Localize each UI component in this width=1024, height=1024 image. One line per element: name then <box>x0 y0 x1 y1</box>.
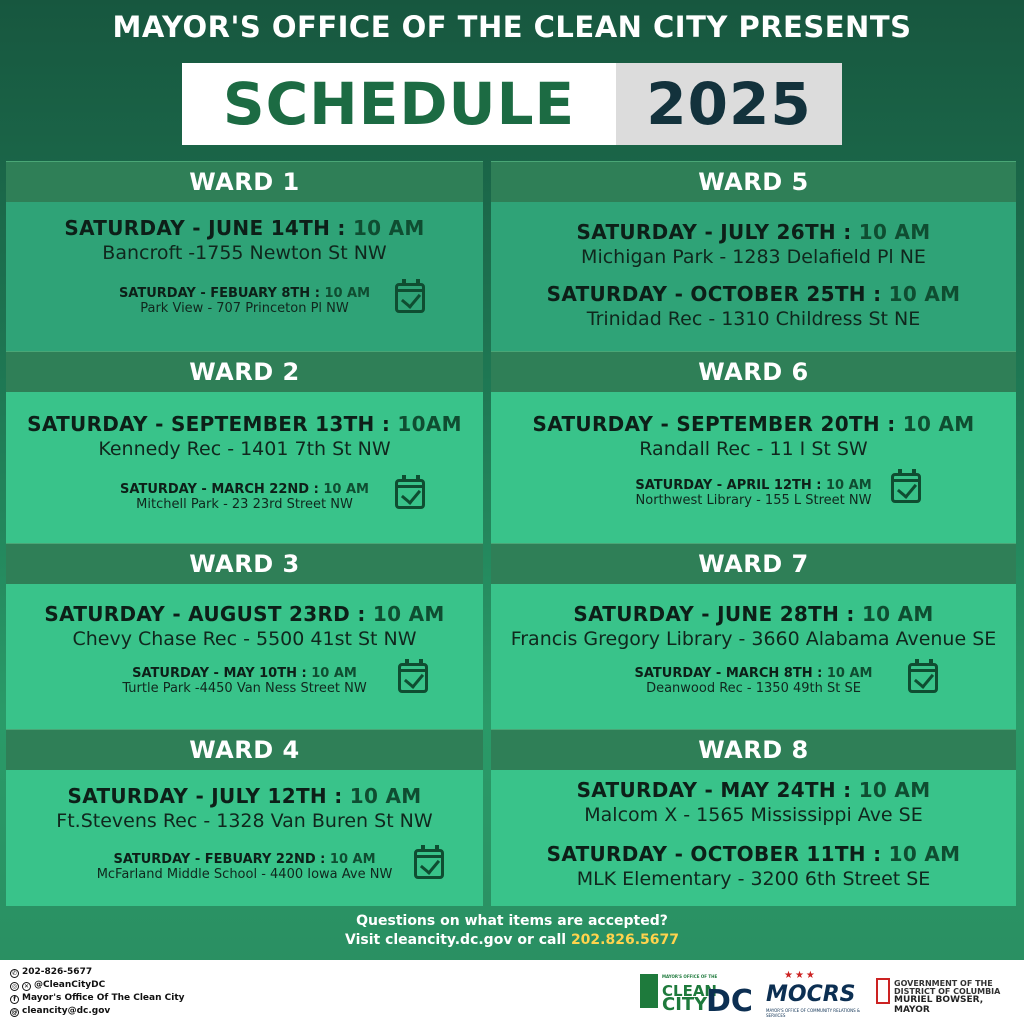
event-date: SATURDAY - FEBUARY 8TH : 10 AM <box>118 286 371 301</box>
ward-7-body <box>491 584 1016 729</box>
event-location: Bancroft -1755 Newton St NW <box>102 242 387 264</box>
presenter-line: MAYOR'S OFFICE OF THE CLEAN CITY PRESENTS <box>112 10 912 44</box>
event-location: Randall Rec - 11 I St SW <box>639 438 868 460</box>
ward-8-body <box>491 770 1016 906</box>
phone-icon: ✆ <box>11 970 18 977</box>
calendar-check-icon <box>908 663 938 693</box>
event-date: SATURDAY - JUNE 28TH : 10 AM <box>573 602 934 626</box>
ward-2-header: WARD 2 <box>6 351 483 392</box>
left-column <box>6 161 483 906</box>
event-location: Trinidad Rec - 1310 Childress St NE <box>586 308 921 330</box>
event-date: SATURDAY - SEPTEMBER 13TH : 10AM <box>27 412 462 436</box>
clean-city-dc-logo: MAYOR'S OFFICE OF THE CLEAN CITY DC <box>640 970 748 1016</box>
house-icon <box>640 974 658 1008</box>
calendar-check-icon <box>891 473 921 503</box>
dc-flag-icon <box>876 978 890 1004</box>
dc-government-logo: GOVERNMENT OF THE DISTRICT OF COLUMBIA MURIEL BOWSER, MAYOR <box>876 970 1016 1016</box>
ward-6-body <box>491 392 1016 543</box>
event-location: Kennedy Rec - 1401 7th St NW <box>98 438 391 460</box>
contact-facebook[interactable]: f Mayor's Office Of The Clean City <box>10 992 185 1005</box>
footer-question <box>0 912 1024 950</box>
footer-phone[interactable]: 202.826.5677 <box>570 932 679 948</box>
event-location: Mitchell Park - 23 23rd Street NW <box>136 497 353 512</box>
ward-2-body <box>6 392 483 543</box>
event-date: SATURDAY - MAY 24TH : 10 AM <box>576 778 931 802</box>
ward-1-body <box>6 202 483 351</box>
event-location: Park View - 707 Princeton Pl NW <box>140 301 349 316</box>
event-location: Ft.Stevens Rec - 1328 Van Buren St NW <box>56 810 433 832</box>
event-date: SATURDAY - OCTOBER 11TH : 10 AM <box>546 842 961 866</box>
calendar-check-icon <box>398 663 428 693</box>
event-date: SATURDAY - FEBUARY 22ND : 10 AM <box>113 852 376 867</box>
event-location: MLK Elementary - 3200 6th Street SE <box>576 868 931 890</box>
ward-7-header: WARD 7 <box>491 543 1016 584</box>
ward-5-body <box>491 202 1016 351</box>
event-date: SATURDAY - JUNE 14TH : 10 AM <box>64 216 425 240</box>
ward-3-header: WARD 3 <box>6 543 483 584</box>
ward-3-body <box>6 584 483 729</box>
event-date: SATURDAY - OCTOBER 25TH : 10 AM <box>546 282 961 306</box>
event-date: SATURDAY - MAY 10TH : 10 AM <box>132 666 357 681</box>
ward-6-header: WARD 6 <box>491 351 1016 392</box>
title-year: 2025 <box>616 63 842 145</box>
event-date: SATURDAY - MARCH 22ND : 10 AM <box>120 482 369 497</box>
facebook-icon: f <box>10 995 19 1004</box>
event-location: Malcom X - 1565 Mississippi Ave SE <box>584 804 923 826</box>
title-banner <box>182 63 842 145</box>
calendar-check-icon <box>395 283 425 313</box>
event-location: Michigan Park - 1283 Delafield Pl NE <box>581 246 926 268</box>
email-icon: @ <box>11 1009 18 1016</box>
mocrs-logo: ★★★ MOCRS MAYOR'S OFFICE OF COMMUNITY RELATIONS & SERVICES <box>766 970 861 1018</box>
ward-4-header: WARD 4 <box>6 729 483 770</box>
instagram-icon: ◎ <box>11 983 18 990</box>
event-location: Turtle Park -4450 Van Ness Street NW <box>122 681 367 696</box>
ward-1-header: WARD 1 <box>6 161 483 202</box>
event-location: Chevy Chase Rec - 5500 41st St NW <box>72 628 417 650</box>
ward-5-header: WARD 5 <box>491 161 1016 202</box>
title-word: SCHEDULE <box>182 63 616 145</box>
ward-8-header: WARD 8 <box>491 729 1016 770</box>
event-location: Deanwood Rec - 1350 49th St SE <box>646 681 861 696</box>
event-date: SATURDAY - AUGUST 23RD : 10 AM <box>44 602 445 626</box>
event-date: SATURDAY - JULY 26TH : 10 AM <box>576 220 931 244</box>
event-date: SATURDAY - SEPTEMBER 20TH : 10 AM <box>532 412 975 436</box>
contact-social[interactable]: ◎ ✕ @CleanCityDC <box>11 980 106 990</box>
event-date: SATURDAY - JULY 12TH : 10 AM <box>67 784 422 808</box>
ward-4-body <box>6 770 483 906</box>
contact-phone[interactable]: ✆ 202-826-5677 <box>11 967 93 977</box>
event-date: SATURDAY - MARCH 8TH : 10 AM <box>634 666 873 681</box>
right-column <box>491 161 1016 906</box>
stars-icon: ★★★ <box>784 970 817 981</box>
event-date: SATURDAY - APRIL 12TH : 10 AM <box>635 478 872 493</box>
event-location: Northwest Library - 155 L Street NW <box>635 493 872 508</box>
footer-visit-line: Visit cleancity.dc.gov or call 202.826.5677 <box>345 932 679 948</box>
calendar-check-icon <box>395 479 425 509</box>
contact-list <box>10 966 185 1018</box>
footer-question-text: Questions on what items are accepted? <box>356 913 668 929</box>
event-location: Francis Gregory Library - 3660 Alabama Avenue SE <box>510 628 997 650</box>
contact-email[interactable]: @ cleancity@dc.gov <box>11 1006 111 1016</box>
calendar-check-icon <box>414 849 444 879</box>
bottom-bar <box>0 960 1024 1024</box>
x-icon: ✕ <box>23 983 30 990</box>
event-location: McFarland Middle School - 4400 Iowa Ave NW <box>96 867 393 882</box>
